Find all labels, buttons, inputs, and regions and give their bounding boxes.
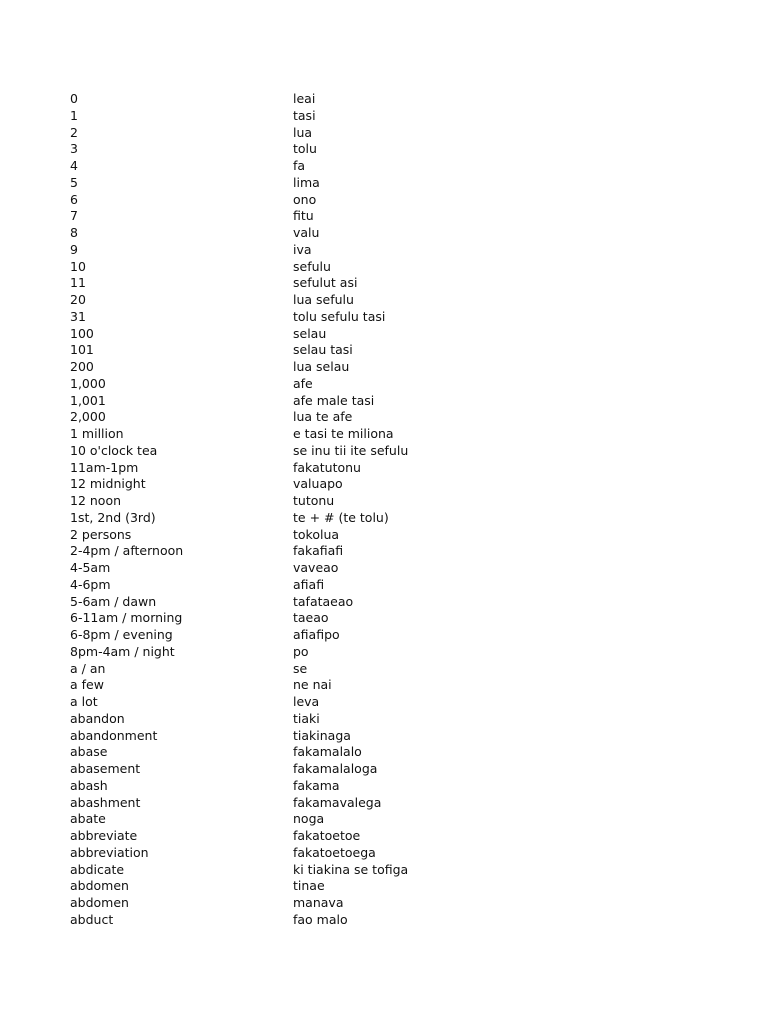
glossary-translation: fakatutonu xyxy=(293,459,361,475)
glossary-term: 1st, 2nd (3rd) xyxy=(70,509,156,525)
glossary-row xyxy=(70,476,710,493)
glossary-translation: ne nai xyxy=(293,677,332,693)
glossary-row xyxy=(70,460,710,477)
glossary-translation: leva xyxy=(293,694,320,709)
glossary-row xyxy=(70,125,710,142)
glossary-term: 101 xyxy=(70,342,94,358)
glossary-row xyxy=(70,661,710,678)
glossary-translation: leai xyxy=(293,91,316,106)
glossary-translation: afiafi xyxy=(293,576,325,592)
glossary-translation: se xyxy=(293,660,308,676)
glossary-row xyxy=(70,610,710,627)
glossary-translation: taeao xyxy=(293,610,329,626)
glossary-row xyxy=(70,275,710,292)
glossary-term: 11 xyxy=(70,275,86,291)
glossary-term: 2,000 xyxy=(70,409,106,425)
glossary-row xyxy=(70,409,710,426)
glossary-translation: noga xyxy=(293,811,325,827)
glossary-term: 6-8pm / evening xyxy=(70,627,173,642)
glossary-translation: tolu xyxy=(293,141,317,157)
glossary-row xyxy=(70,259,710,276)
glossary-term: 6 xyxy=(70,191,78,207)
glossary-row xyxy=(70,326,710,343)
glossary-translation: tiaki xyxy=(293,710,320,726)
glossary-row xyxy=(70,426,710,443)
glossary-translation: tokolua xyxy=(293,526,340,542)
glossary-row xyxy=(70,761,710,778)
glossary-row xyxy=(70,443,710,460)
glossary-row xyxy=(70,644,710,661)
glossary-term: abash xyxy=(70,777,108,793)
glossary-translation: valu xyxy=(293,225,320,240)
glossary-term: 3 xyxy=(70,141,78,157)
glossary-translation: fakama xyxy=(293,777,340,793)
glossary-row xyxy=(70,493,710,510)
glossary-translation: fakatoetoega xyxy=(293,844,376,860)
glossary-row xyxy=(70,376,710,393)
glossary-translation: se inu tii ite sefulu xyxy=(293,442,409,458)
glossary-translation: manava xyxy=(293,895,344,910)
glossary-translation: te + # (te tolu) xyxy=(293,509,389,525)
glossary-term: a / an xyxy=(70,660,106,676)
glossary-term: abdicate xyxy=(70,861,125,877)
glossary-row xyxy=(70,694,710,711)
glossary-translation: iva xyxy=(293,241,312,257)
glossary-term: 31 xyxy=(70,308,86,324)
glossary-term: 2 persons xyxy=(70,526,132,542)
glossary-row xyxy=(70,359,710,376)
glossary-term: abdomen xyxy=(70,878,129,894)
glossary-translation: valuapo xyxy=(293,476,343,492)
glossary-row xyxy=(70,912,710,929)
glossary-translation: e tasi te miliona xyxy=(293,426,394,441)
glossary-row xyxy=(70,393,710,410)
glossary-term: 8pm-4am / night xyxy=(70,643,175,659)
glossary-row xyxy=(70,795,710,812)
glossary-translation: sefulu xyxy=(293,258,331,274)
glossary-list xyxy=(70,91,710,929)
glossary-row xyxy=(70,342,710,359)
glossary-term: abbreviate xyxy=(70,828,138,843)
glossary-translation: tinae xyxy=(293,878,325,894)
glossary-translation: fakatoetoe xyxy=(293,828,361,843)
glossary-translation: po xyxy=(293,643,309,659)
glossary-row xyxy=(70,828,710,845)
glossary-row xyxy=(70,728,710,745)
glossary-row xyxy=(70,309,710,326)
glossary-translation: ki tiakina se tofiga xyxy=(293,861,409,877)
glossary-term: 11am-1pm xyxy=(70,459,139,475)
glossary-row xyxy=(70,677,710,694)
glossary-row xyxy=(70,627,710,644)
glossary-term: abbreviation xyxy=(70,844,149,860)
glossary-translation: tafataeao xyxy=(293,593,354,609)
glossary-translation: tasi xyxy=(293,107,316,123)
glossary-term: 6-11am / morning xyxy=(70,610,183,626)
glossary-term: 9 xyxy=(70,241,78,257)
glossary-translation: selau tasi xyxy=(293,342,353,358)
glossary-translation: tutonu xyxy=(293,493,335,508)
glossary-term: 1 million xyxy=(70,426,124,441)
glossary-row xyxy=(70,527,710,544)
glossary-translation: fao malo xyxy=(293,911,348,927)
glossary-term: 7 xyxy=(70,208,78,224)
glossary-row xyxy=(70,845,710,862)
glossary-term: 12 noon xyxy=(70,493,122,508)
glossary-translation: lua selau xyxy=(293,359,350,374)
glossary-translation: vaveao xyxy=(293,560,339,575)
glossary-row xyxy=(70,510,710,527)
glossary-translation: tiakinaga xyxy=(293,727,351,743)
glossary-translation: lua te afe xyxy=(293,409,353,425)
glossary-row xyxy=(70,242,710,259)
glossary-term: abate xyxy=(70,811,106,827)
glossary-row xyxy=(70,192,710,209)
glossary-row xyxy=(70,895,710,912)
glossary-term: abashment xyxy=(70,794,141,810)
glossary-translation: fakamalaloga xyxy=(293,761,378,776)
glossary-term: 10 xyxy=(70,258,86,274)
glossary-term: 1,001 xyxy=(70,392,106,408)
glossary-translation: afiafipo xyxy=(293,627,340,642)
glossary-term: 4-5am xyxy=(70,560,111,575)
glossary-translation: fa xyxy=(293,158,306,173)
glossary-term: 4-6pm xyxy=(70,576,111,592)
glossary-translation: fitu xyxy=(293,208,314,224)
glossary-row xyxy=(70,175,710,192)
glossary-row xyxy=(70,862,710,879)
glossary-term: 4 xyxy=(70,158,78,173)
glossary-translation: selau xyxy=(293,325,327,341)
glossary-term: a lot xyxy=(70,694,98,709)
glossary-translation: afe xyxy=(293,375,313,391)
glossary-term: 8 xyxy=(70,225,78,240)
glossary-row xyxy=(70,225,710,242)
glossary-term: 5 xyxy=(70,174,78,190)
glossary-row xyxy=(70,543,710,560)
glossary-term: 5-6am / dawn xyxy=(70,593,157,609)
glossary-translation: sefulut asi xyxy=(293,275,358,291)
glossary-translation: lua sefulu xyxy=(293,292,354,307)
glossary-row xyxy=(70,878,710,895)
glossary-term: abase xyxy=(70,744,108,760)
glossary-translation: afe male tasi xyxy=(293,392,375,408)
glossary-translation: fakamalalo xyxy=(293,744,362,760)
glossary-term: abdomen xyxy=(70,895,129,910)
glossary-row xyxy=(70,292,710,309)
glossary-term: 12 midnight xyxy=(70,476,146,492)
glossary-term: 10 o'clock tea xyxy=(70,442,158,458)
glossary-term: abasement xyxy=(70,761,141,776)
glossary-term: 1,000 xyxy=(70,375,106,391)
glossary-term: a few xyxy=(70,677,104,693)
glossary-term: 1 xyxy=(70,107,78,123)
glossary-term: 20 xyxy=(70,292,86,307)
glossary-row xyxy=(70,744,710,761)
glossary-row xyxy=(70,108,710,125)
glossary-term: abandonment xyxy=(70,727,158,743)
glossary-row xyxy=(70,778,710,795)
glossary-term: abduct xyxy=(70,911,114,927)
glossary-term: abandon xyxy=(70,710,125,726)
glossary-row xyxy=(70,91,710,108)
glossary-term: 0 xyxy=(70,91,78,106)
glossary-row xyxy=(70,577,710,594)
glossary-translation: fakamavalega xyxy=(293,794,382,810)
glossary-row xyxy=(70,208,710,225)
glossary-row xyxy=(70,711,710,728)
glossary-term: 2 xyxy=(70,124,78,140)
glossary-row xyxy=(70,560,710,577)
glossary-translation: ono xyxy=(293,191,317,207)
glossary-row xyxy=(70,811,710,828)
glossary-translation: lima xyxy=(293,174,320,190)
glossary-translation: lua xyxy=(293,124,313,140)
glossary-row xyxy=(70,594,710,611)
glossary-row xyxy=(70,158,710,175)
glossary-term: 100 xyxy=(70,325,94,341)
glossary-term: 2-4pm / afternoon xyxy=(70,543,184,559)
glossary-translation: tolu sefulu tasi xyxy=(293,308,386,324)
glossary-row xyxy=(70,141,710,158)
glossary-term: 200 xyxy=(70,359,94,374)
glossary-translation: fakafiafi xyxy=(293,543,344,559)
